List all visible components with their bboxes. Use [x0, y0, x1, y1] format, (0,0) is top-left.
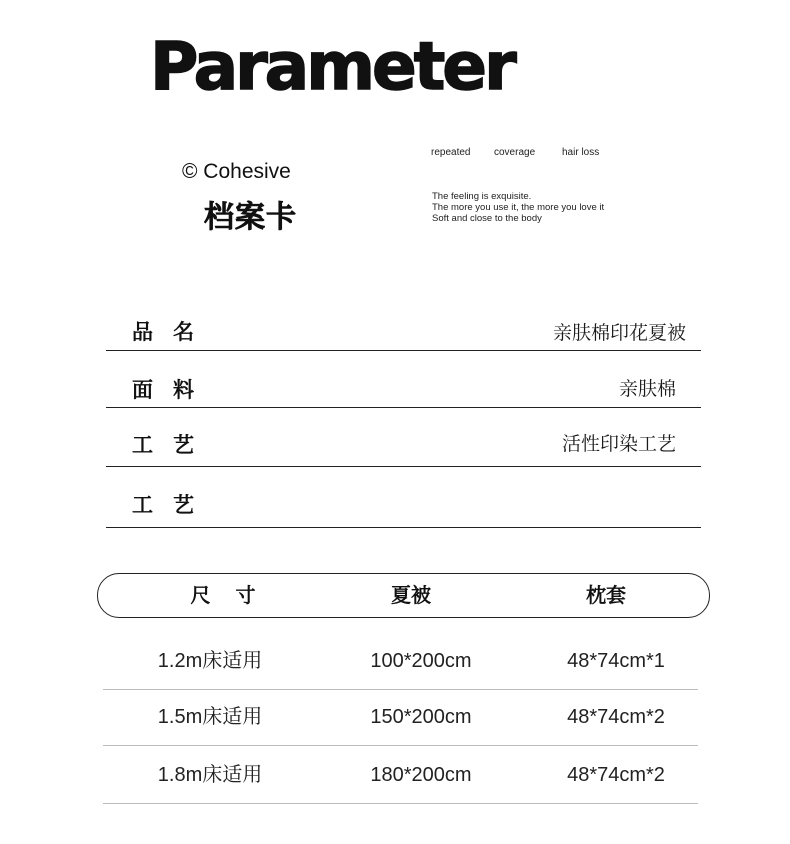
blurb-line: Soft and close to the body: [432, 213, 542, 224]
info-row-process-2: [106, 466, 701, 528]
info-label: 工艺: [132, 433, 214, 457]
info-label: 品名: [132, 320, 214, 344]
size-table-header: [97, 573, 710, 618]
blurb-text: [432, 191, 604, 224]
info-row-fabric: [106, 350, 701, 408]
header-pillowcase: 枕套: [586, 583, 626, 607]
table-row: [103, 633, 698, 690]
info-value: 亲肤棉印花夏被: [552, 322, 686, 344]
quilt-cell: 100*200cm: [370, 650, 472, 672]
pillow-cell: 48*74cm*1: [567, 650, 665, 672]
header-quilt: 夏被: [391, 583, 431, 607]
brand-name: © Cohesive: [182, 160, 291, 183]
info-label: 面料: [132, 378, 214, 402]
tag-list: [0, 147, 790, 161]
blurb-line: The feeling is exquisite.: [432, 191, 532, 202]
info-value: 活性印染工艺: [561, 433, 676, 455]
info-row-product-name: [106, 308, 701, 351]
table-row: [103, 747, 698, 804]
size-cell: 1.5m床适用: [157, 706, 263, 728]
size-cell: 1.8m床适用: [157, 764, 263, 786]
size-cell: 1.2m床适用: [157, 650, 263, 672]
quilt-cell: 180*200cm: [370, 764, 472, 786]
tag-coverage: coverage: [494, 147, 536, 158]
blurb-line: The more you use it, the more you love it: [432, 202, 605, 213]
info-row-process: [106, 407, 701, 467]
tag-hair-loss: hair loss: [562, 147, 600, 158]
card-title: 档案卡: [204, 200, 297, 235]
quilt-cell: 150*200cm: [370, 706, 472, 728]
table-row: [103, 689, 698, 746]
pillow-cell: 48*74cm*2: [567, 706, 665, 728]
info-value: 亲肤棉: [618, 378, 676, 400]
pillow-cell: 48*74cm*2: [567, 764, 665, 786]
header-size: 尺 寸: [190, 583, 256, 607]
info-label: 工艺: [132, 493, 214, 517]
tag-repeated: repeated: [431, 147, 471, 158]
page-title: Parameter: [150, 28, 514, 105]
